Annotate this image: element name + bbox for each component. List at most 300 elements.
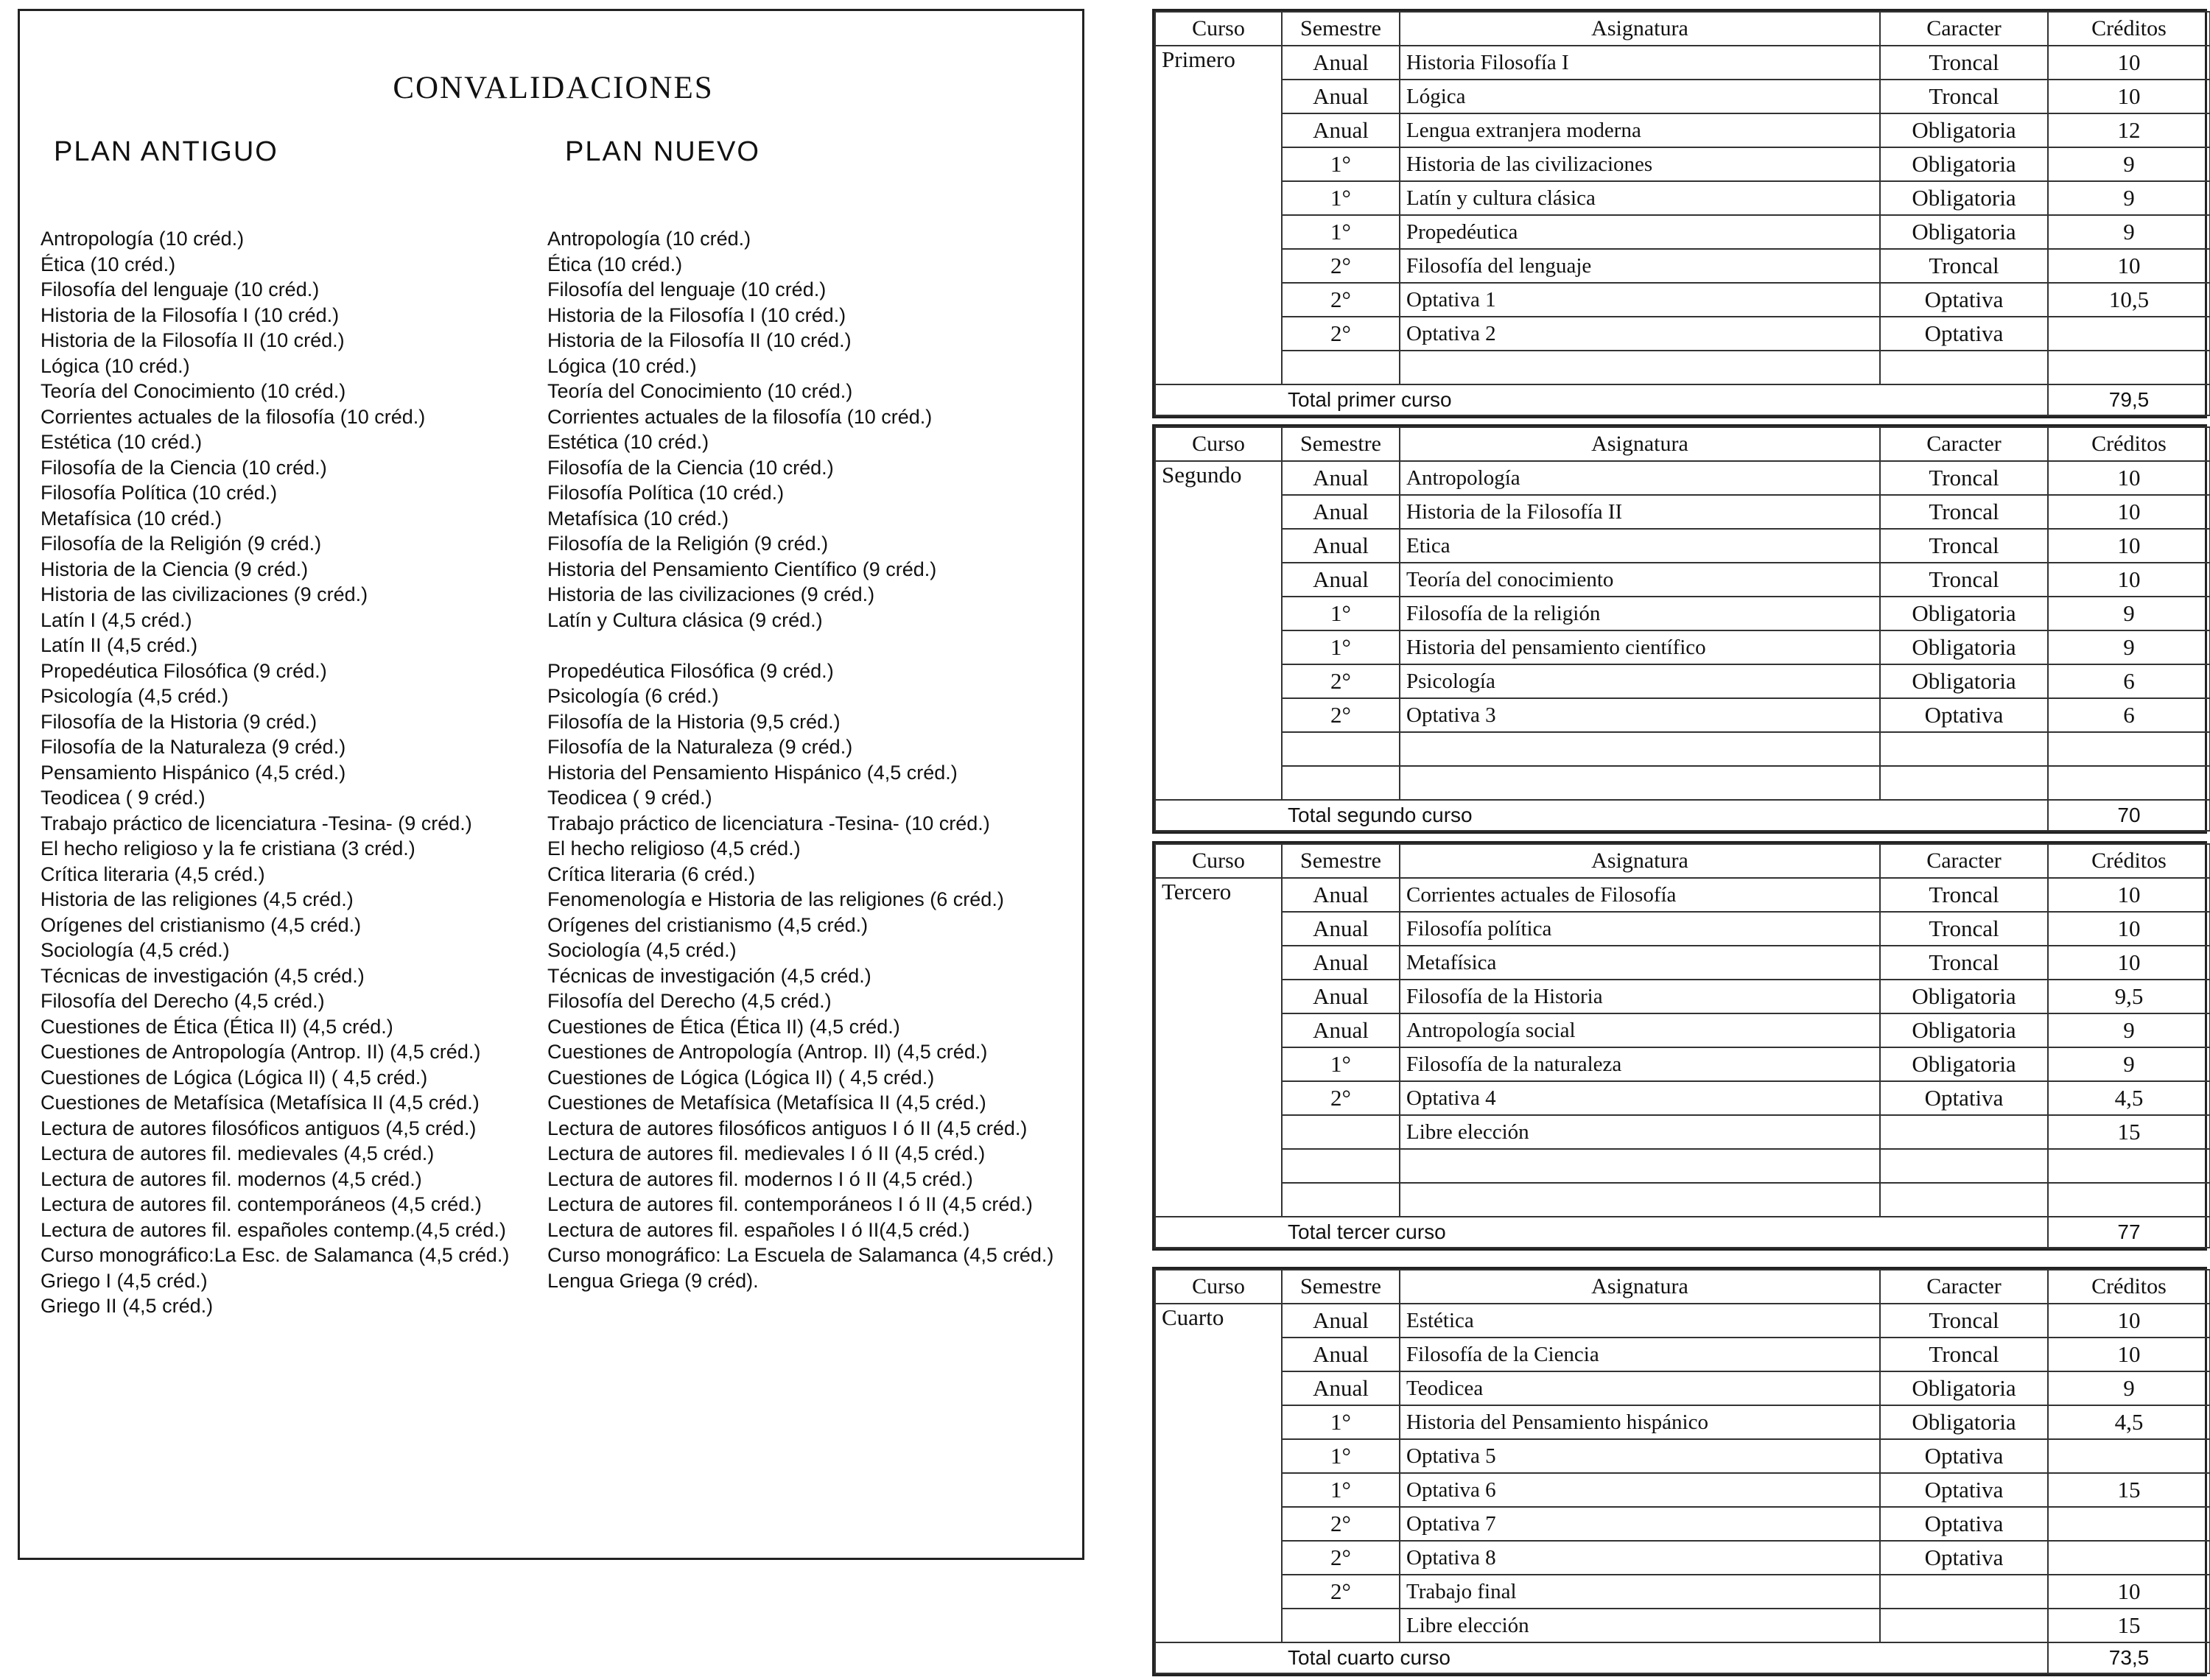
cell-asig: Filosofía de la Ciencia <box>1400 1338 1880 1371</box>
cell-asig: Antropología social <box>1400 1013 1880 1047</box>
cell-asig <box>1400 1183 1880 1217</box>
cell-cre: 10 <box>2048 80 2210 113</box>
total-row <box>1155 1642 2210 1673</box>
course-spacer <box>1155 80 1282 113</box>
cell-asig: Historia de la Filosofía II <box>1400 495 1880 529</box>
course-name: Segundo <box>1155 461 1282 495</box>
course-spacer <box>1155 317 1282 351</box>
cell-cre: 6 <box>2048 664 2210 698</box>
column-header-asignatura: Asignatura <box>1400 1270 1880 1304</box>
cell-sem: 2° <box>1282 1541 1400 1575</box>
cell-cre <box>2048 1507 2210 1541</box>
list-item: Corrientes actuales de la filosofía (10 créd.) <box>547 405 933 428</box>
plan-nuevo-list <box>547 226 1053 1293</box>
table-row <box>1155 1405 2210 1439</box>
cell-cre: 9 <box>2048 147 2210 181</box>
table-row <box>1155 597 2210 630</box>
cell-asig: Historia del Pensamiento hispánico <box>1400 1405 1880 1439</box>
cell-cre <box>2048 1149 2210 1183</box>
cell-asig: Teoría del conocimiento <box>1400 563 1880 597</box>
total-spacer <box>1155 800 1282 831</box>
course-spacer <box>1155 1439 1282 1473</box>
cell-sem: Anual <box>1282 113 1400 147</box>
course-name: Tercero <box>1155 878 1282 912</box>
total-row <box>1155 1217 2210 1248</box>
column-header-creditos: Créditos <box>2048 1270 2210 1304</box>
course-name: Cuarto <box>1155 1304 1282 1338</box>
column-header-curso: Curso <box>1155 1270 1282 1304</box>
list-item: Griego I (4,5 créd.) <box>41 1269 208 1292</box>
cell-car: Obligatoria <box>1880 181 2048 215</box>
course-spacer <box>1155 563 1282 597</box>
course-spacer <box>1155 630 1282 664</box>
cell-car: Optativa <box>1880 1081 2048 1115</box>
table-row <box>1155 766 2210 800</box>
cell-asig: Filosofía de la naturaleza <box>1400 1047 1880 1081</box>
cell-sem: Anual <box>1282 1013 1400 1047</box>
cell-asig: Latín y cultura clásica <box>1400 181 1880 215</box>
cell-cre: 9 <box>2048 1371 2210 1405</box>
table-row <box>1155 283 2210 317</box>
list-item: Lectura de autores fil. medievales I ó II (4,5 créd.) <box>547 1142 986 1164</box>
table-row <box>1155 113 2210 147</box>
table-row <box>1155 215 2210 249</box>
cell-sem: 1° <box>1282 181 1400 215</box>
table-header-row <box>1155 427 2210 461</box>
cell-asig: Metafísica <box>1400 946 1880 980</box>
course-spacer <box>1155 1149 1282 1183</box>
cell-sem: 1° <box>1282 1439 1400 1473</box>
list-item: Latín II (4,5 créd.) <box>41 634 198 656</box>
cell-cre: 10 <box>2048 912 2210 946</box>
list-item: Lectura de autores fil. contemporáneos (4,5 créd.) <box>41 1193 482 1215</box>
table-row <box>1155 1149 2210 1183</box>
list-item: Antropología (10 créd.) <box>41 228 245 250</box>
list-item: Historia del Pensamiento Científico (9 créd.) <box>547 558 937 580</box>
column-header-semestre: Semestre <box>1282 12 1400 46</box>
cell-cre: 10 <box>2048 529 2210 563</box>
cell-car: Optativa <box>1880 317 2048 351</box>
list-item: Filosofía de la Ciencia (10 créd.) <box>547 456 834 479</box>
list-item: Historia del Pensamiento Hispánico (4,5 créd.) <box>547 761 958 784</box>
cell-car: Optativa <box>1880 1541 2048 1575</box>
cell-asig: Corrientes actuales de Filosofía <box>1400 878 1880 912</box>
table-row <box>1155 1609 2210 1642</box>
cell-asig: Libre elección <box>1400 1115 1880 1149</box>
course-spacer <box>1155 495 1282 529</box>
cell-car: Optativa <box>1880 1473 2048 1507</box>
cell-sem: 1° <box>1282 630 1400 664</box>
cell-sem: Anual <box>1282 461 1400 495</box>
cell-car: Optativa <box>1880 1439 2048 1473</box>
cell-car <box>1880 1183 2048 1217</box>
cell-asig: Teodicea <box>1400 1371 1880 1405</box>
column-header-caracter: Caracter <box>1880 427 2048 461</box>
table-row <box>1155 46 2210 80</box>
total-label: Total cuarto curso <box>1282 1642 2048 1673</box>
cell-sem <box>1282 1115 1400 1149</box>
cell-sem <box>1282 351 1400 384</box>
cell-cre <box>2048 1541 2210 1575</box>
course-table <box>1154 1269 2210 1674</box>
table-row <box>1155 1081 2210 1115</box>
total-label: Total primer curso <box>1282 384 2048 415</box>
list-item: Lectura de autores fil. modernos (4,5 créd.) <box>41 1167 422 1190</box>
cell-car: Optativa <box>1880 1507 2048 1541</box>
list-item: Teodicea ( 9 créd.) <box>41 787 206 809</box>
total-spacer <box>1155 384 1282 415</box>
list-item: Técnicas de investigación (4,5 créd.) <box>547 964 871 987</box>
cell-car: Obligatoria <box>1880 113 2048 147</box>
course-spacer <box>1155 1047 1282 1081</box>
table-row <box>1155 563 2210 597</box>
course-table-cuarto <box>1152 1267 2207 1676</box>
cell-cre: 9 <box>2048 215 2210 249</box>
table-row <box>1155 878 2210 912</box>
cell-asig: Etica <box>1400 529 1880 563</box>
list-item: Historia de las religiones (4,5 créd.) <box>41 888 354 910</box>
course-table <box>1154 11 2210 416</box>
course-spacer <box>1155 147 1282 181</box>
list-item: Filosofía Política (10 créd.) <box>41 482 278 504</box>
cell-car <box>1880 1575 2048 1609</box>
list-item: Técnicas de investigación (4,5 créd.) <box>41 964 365 987</box>
cell-sem: 2° <box>1282 283 1400 317</box>
course-spacer <box>1155 351 1282 384</box>
table-row <box>1155 1115 2210 1149</box>
cell-car: Troncal <box>1880 563 2048 597</box>
course-table-primero <box>1152 9 2207 418</box>
course-spacer <box>1155 1338 1282 1371</box>
column-header-creditos: Créditos <box>2048 844 2210 878</box>
list-item: El hecho religioso y la fe cristiana (3 créd.) <box>41 837 415 860</box>
cell-car: Optativa <box>1880 283 2048 317</box>
table-row <box>1155 351 2210 384</box>
cell-cre: 10 <box>2048 1338 2210 1371</box>
list-item: Historia de la Filosofía II (10 créd.) <box>41 329 345 351</box>
course-spacer <box>1155 1473 1282 1507</box>
list-item: Lectura de autores fil. modernos I ó II (4,5 créd.) <box>547 1167 973 1190</box>
column-header-semestre: Semestre <box>1282 844 1400 878</box>
list-item: Historia de la Filosofía I (10 créd.) <box>41 303 340 326</box>
cell-car: Troncal <box>1880 1338 2048 1371</box>
list-item: Cuestiones de Ética (Ética II) (4,5 créd.) <box>41 1015 393 1038</box>
list-item: Lógica (10 créd.) <box>547 354 697 377</box>
table-row <box>1155 181 2210 215</box>
cell-cre: 12 <box>2048 113 2210 147</box>
course-spacer <box>1155 1371 1282 1405</box>
list-item: Cuestiones de Metafísica (Metafísica II (4,5 créd.) <box>547 1092 986 1114</box>
cell-sem: 2° <box>1282 317 1400 351</box>
course-spacer <box>1155 732 1282 766</box>
cell-cre: 9 <box>2048 1013 2210 1047</box>
course-spacer <box>1155 980 1282 1013</box>
cell-cre <box>2048 732 2210 766</box>
table-row <box>1155 1304 2210 1338</box>
column-header-caracter: Caracter <box>1880 844 2048 878</box>
cell-asig: Historia Filosofía I <box>1400 46 1880 80</box>
table-row <box>1155 249 2210 283</box>
course-table <box>1154 426 2210 832</box>
cell-sem: 2° <box>1282 698 1400 732</box>
list-item: Historia de la Ciencia (9 créd.) <box>41 558 309 580</box>
cell-asig: Optativa 6 <box>1400 1473 1880 1507</box>
cell-cre: 9 <box>2048 181 2210 215</box>
cell-asig: Historia de las civilizaciones <box>1400 147 1880 181</box>
column-header-caracter: Caracter <box>1880 1270 2048 1304</box>
plan-antiguo-heading: PLAN ANTIGUO <box>54 136 278 167</box>
cell-sem <box>1282 1609 1400 1642</box>
cell-sem <box>1282 732 1400 766</box>
cell-asig: Optativa 8 <box>1400 1541 1880 1575</box>
column-header-semestre: Semestre <box>1282 1270 1400 1304</box>
list-item: Filosofía de la Religión (9 créd.) <box>547 533 829 555</box>
list-item: Cuestiones de Lógica (Lógica II) ( 4,5 créd.) <box>41 1066 428 1089</box>
cell-cre: 15 <box>2048 1609 2210 1642</box>
cell-car: Obligatoria <box>1880 1013 2048 1047</box>
cell-cre <box>2048 317 2210 351</box>
cell-cre: 9 <box>2048 630 2210 664</box>
list-item: Teodicea ( 9 créd.) <box>547 787 712 809</box>
course-spacer <box>1155 1575 1282 1609</box>
list-item: Curso monográfico: La Escuela de Salamanca (4,5 créd.) <box>547 1244 1054 1266</box>
table-row <box>1155 630 2210 664</box>
table-row <box>1155 495 2210 529</box>
cell-car: Troncal <box>1880 946 2048 980</box>
list-item: Metafísica (10 créd.) <box>41 507 222 530</box>
cell-cre <box>2048 1183 2210 1217</box>
list-item: Cuestiones de Lógica (Lógica II) ( 4,5 créd.) <box>547 1066 935 1089</box>
table-row <box>1155 664 2210 698</box>
course-table <box>1154 843 2210 1248</box>
course-spacer <box>1155 1609 1282 1642</box>
table-header-row <box>1155 1270 2210 1304</box>
cell-cre: 6 <box>2048 698 2210 732</box>
cell-asig: Optativa 7 <box>1400 1507 1880 1541</box>
column-header-creditos: Créditos <box>2048 427 2210 461</box>
total-label: Total segundo curso <box>1282 800 2048 831</box>
cell-cre: 15 <box>2048 1473 2210 1507</box>
course-spacer <box>1155 1541 1282 1575</box>
cell-car: Troncal <box>1880 495 2048 529</box>
list-item: Propedéutica Filosófica (9 créd.) <box>41 659 327 682</box>
cell-sem: 2° <box>1282 1507 1400 1541</box>
cell-asig: Historia del pensamiento científico <box>1400 630 1880 664</box>
cell-sem: Anual <box>1282 80 1400 113</box>
total-value: 77 <box>2048 1217 2210 1248</box>
cell-sem: 1° <box>1282 1473 1400 1507</box>
table-row <box>1155 1183 2210 1217</box>
cell-asig: Optativa 2 <box>1400 317 1880 351</box>
course-spacer <box>1155 1507 1282 1541</box>
cell-sem: Anual <box>1282 980 1400 1013</box>
table-row <box>1155 1047 2210 1081</box>
cell-car: Troncal <box>1880 249 2048 283</box>
cell-asig: Filosofía de la Historia <box>1400 980 1880 1013</box>
cell-asig: Filosofía de la religión <box>1400 597 1880 630</box>
cell-car <box>1880 1115 2048 1149</box>
course-spacer <box>1155 1183 1282 1217</box>
cell-car: Obligatoria <box>1880 1371 2048 1405</box>
list-item: Filosofía de la Ciencia (10 créd.) <box>41 456 327 479</box>
list-item: Filosofía del lenguaje (10 créd.) <box>547 278 827 300</box>
list-item: Lectura de autores fil. españoles I ó II(4,5 créd.) <box>547 1218 970 1241</box>
list-item: Teoría del Conocimiento (10 créd.) <box>41 380 346 402</box>
table-row <box>1155 912 2210 946</box>
cell-cre: 10,5 <box>2048 283 2210 317</box>
cell-car: Obligatoria <box>1880 1405 2048 1439</box>
table-header-row <box>1155 12 2210 46</box>
cell-cre: 9 <box>2048 597 2210 630</box>
list-item: Filosofía del Derecho (4,5 créd.) <box>547 990 832 1012</box>
list-item: Estética (10 créd.) <box>41 431 203 453</box>
list-item: Trabajo práctico de licenciatura -Tesina- (10 créd.) <box>547 812 990 834</box>
list-item: Lógica (10 créd.) <box>41 354 190 377</box>
cell-cre: 10 <box>2048 495 2210 529</box>
convalidaciones-panel <box>18 9 1084 1560</box>
list-item: Latín I (4,5 créd.) <box>41 608 192 631</box>
list-item: Ética (10 créd.) <box>41 253 176 275</box>
list-item: Fenomenología e Historia de las religiones (6 créd.) <box>547 888 1004 910</box>
cell-asig <box>1400 1149 1880 1183</box>
cell-sem: Anual <box>1282 1338 1400 1371</box>
cell-cre <box>2048 351 2210 384</box>
cell-asig <box>1400 766 1880 800</box>
list-item: Filosofía del Derecho (4,5 créd.) <box>41 990 325 1012</box>
table-row <box>1155 732 2210 766</box>
cell-sem <box>1282 766 1400 800</box>
cell-sem: Anual <box>1282 1304 1400 1338</box>
list-item: Pensamiento Hispánico (4,5 créd.) <box>41 761 346 784</box>
cell-sem: Anual <box>1282 946 1400 980</box>
total-spacer <box>1155 1217 1282 1248</box>
cell-asig: Propedéutica <box>1400 215 1880 249</box>
course-spacer <box>1155 113 1282 147</box>
plan-nuevo-heading: PLAN NUEVO <box>565 136 760 167</box>
cell-cre: 15 <box>2048 1115 2210 1149</box>
table-row <box>1155 317 2210 351</box>
course-spacer <box>1155 215 1282 249</box>
column-header-asignatura: Asignatura <box>1400 844 1880 878</box>
cell-cre: 10 <box>2048 878 2210 912</box>
table-row <box>1155 1013 2210 1047</box>
cell-asig: Lógica <box>1400 80 1880 113</box>
cell-cre: 10 <box>2048 563 2210 597</box>
total-spacer <box>1155 1642 1282 1673</box>
cell-car: Troncal <box>1880 878 2048 912</box>
course-spacer <box>1155 912 1282 946</box>
table-row <box>1155 946 2210 980</box>
cell-sem: Anual <box>1282 1371 1400 1405</box>
list-item: Cuestiones de Antropología (Antrop. II) (4,5 créd.) <box>547 1041 988 1063</box>
column-header-curso: Curso <box>1155 12 1282 46</box>
cell-cre: 9,5 <box>2048 980 2210 1013</box>
list-item: Latín y Cultura clásica (9 créd.) <box>547 608 823 631</box>
cell-car: Obligatoria <box>1880 1047 2048 1081</box>
list-item: Psicología (4,5 créd.) <box>41 685 229 707</box>
list-item: Crítica literaria (6 créd.) <box>547 862 756 885</box>
cell-cre: 10 <box>2048 946 2210 980</box>
cell-car: Troncal <box>1880 461 2048 495</box>
cell-sem: 2° <box>1282 1081 1400 1115</box>
list-item: Filosofía de la Historia (9 créd.) <box>41 710 318 733</box>
course-table-tercero <box>1152 841 2207 1251</box>
cell-car: Troncal <box>1880 529 2048 563</box>
course-spacer <box>1155 1115 1282 1149</box>
cell-sem: Anual <box>1282 529 1400 563</box>
table-row <box>1155 1575 2210 1609</box>
cell-sem: 1° <box>1282 147 1400 181</box>
cell-cre <box>2048 766 2210 800</box>
list-item: Filosofía del lenguaje (10 créd.) <box>41 278 320 300</box>
list-item: Historia de las civilizaciones (9 créd.) <box>41 583 368 605</box>
cell-car <box>1880 1609 2048 1642</box>
list-item: Lectura de autores fil. medievales (4,5 créd.) <box>41 1142 435 1164</box>
cell-car: Obligatoria <box>1880 664 2048 698</box>
cell-asig: Psicología <box>1400 664 1880 698</box>
cell-asig: Libre elección <box>1400 1609 1880 1642</box>
list-item: Lectura de autores filosóficos antiguos I ó II (4,5 créd.) <box>547 1117 1028 1139</box>
list-item: Cuestiones de Metafísica (Metafísica II (4,5 créd.) <box>41 1092 480 1114</box>
list-item: Psicología (6 créd.) <box>547 685 719 707</box>
cell-asig: Optativa 4 <box>1400 1081 1880 1115</box>
column-header-curso: Curso <box>1155 844 1282 878</box>
list-item: Historia de las civilizaciones (9 créd.) <box>547 583 875 605</box>
cell-car: Troncal <box>1880 1304 2048 1338</box>
list-item: Metafísica (10 créd.) <box>547 507 729 530</box>
list-item: Lectura de autores fil. contemporáneos I ó II (4,5 créd.) <box>547 1193 1033 1215</box>
cell-sem: Anual <box>1282 563 1400 597</box>
table-row <box>1155 1507 2210 1541</box>
list-item: Antropología (10 créd.) <box>547 228 751 250</box>
cell-cre: 9 <box>2048 1047 2210 1081</box>
cell-sem <box>1282 1149 1400 1183</box>
table-header-row <box>1155 844 2210 878</box>
course-table-segundo <box>1152 424 2207 834</box>
list-item: Sociología (4,5 créd.) <box>547 939 737 961</box>
cell-asig: Optativa 5 <box>1400 1439 1880 1473</box>
list-item: Cuestiones de Antropología (Antrop. II) (4,5 créd.) <box>41 1041 481 1063</box>
list-item: Corrientes actuales de la filosofía (10 créd.) <box>41 405 426 428</box>
cell-car: Optativa <box>1880 698 2048 732</box>
cell-cre: 10 <box>2048 461 2210 495</box>
column-header-creditos: Créditos <box>2048 12 2210 46</box>
course-spacer <box>1155 1013 1282 1047</box>
cell-cre: 4,5 <box>2048 1405 2210 1439</box>
plan-antiguo-list <box>41 226 509 1319</box>
list-item: Lectura de autores filosóficos antiguos (4,5 créd.) <box>41 1117 477 1139</box>
course-spacer <box>1155 766 1282 800</box>
table-row <box>1155 1338 2210 1371</box>
cell-sem: 2° <box>1282 664 1400 698</box>
table-row <box>1155 529 2210 563</box>
list-item: Crítica literaria (4,5 créd.) <box>41 862 265 885</box>
course-spacer <box>1155 946 1282 980</box>
cell-car <box>1880 351 2048 384</box>
course-spacer <box>1155 529 1282 563</box>
list-item: Griego II (4,5 créd.) <box>41 1295 214 1317</box>
cell-sem: Anual <box>1282 46 1400 80</box>
cell-cre: 10 <box>2048 1304 2210 1338</box>
list-item: Historia de la Filosofía I (10 créd.) <box>547 303 846 326</box>
cell-sem: Anual <box>1282 878 1400 912</box>
list-item: Teoría del Conocimiento (10 créd.) <box>547 380 853 402</box>
course-spacer <box>1155 597 1282 630</box>
cell-cre: 10 <box>2048 46 2210 80</box>
cell-asig: Lengua extranjera moderna <box>1400 113 1880 147</box>
table-row <box>1155 147 2210 181</box>
total-value: 70 <box>2048 800 2210 831</box>
